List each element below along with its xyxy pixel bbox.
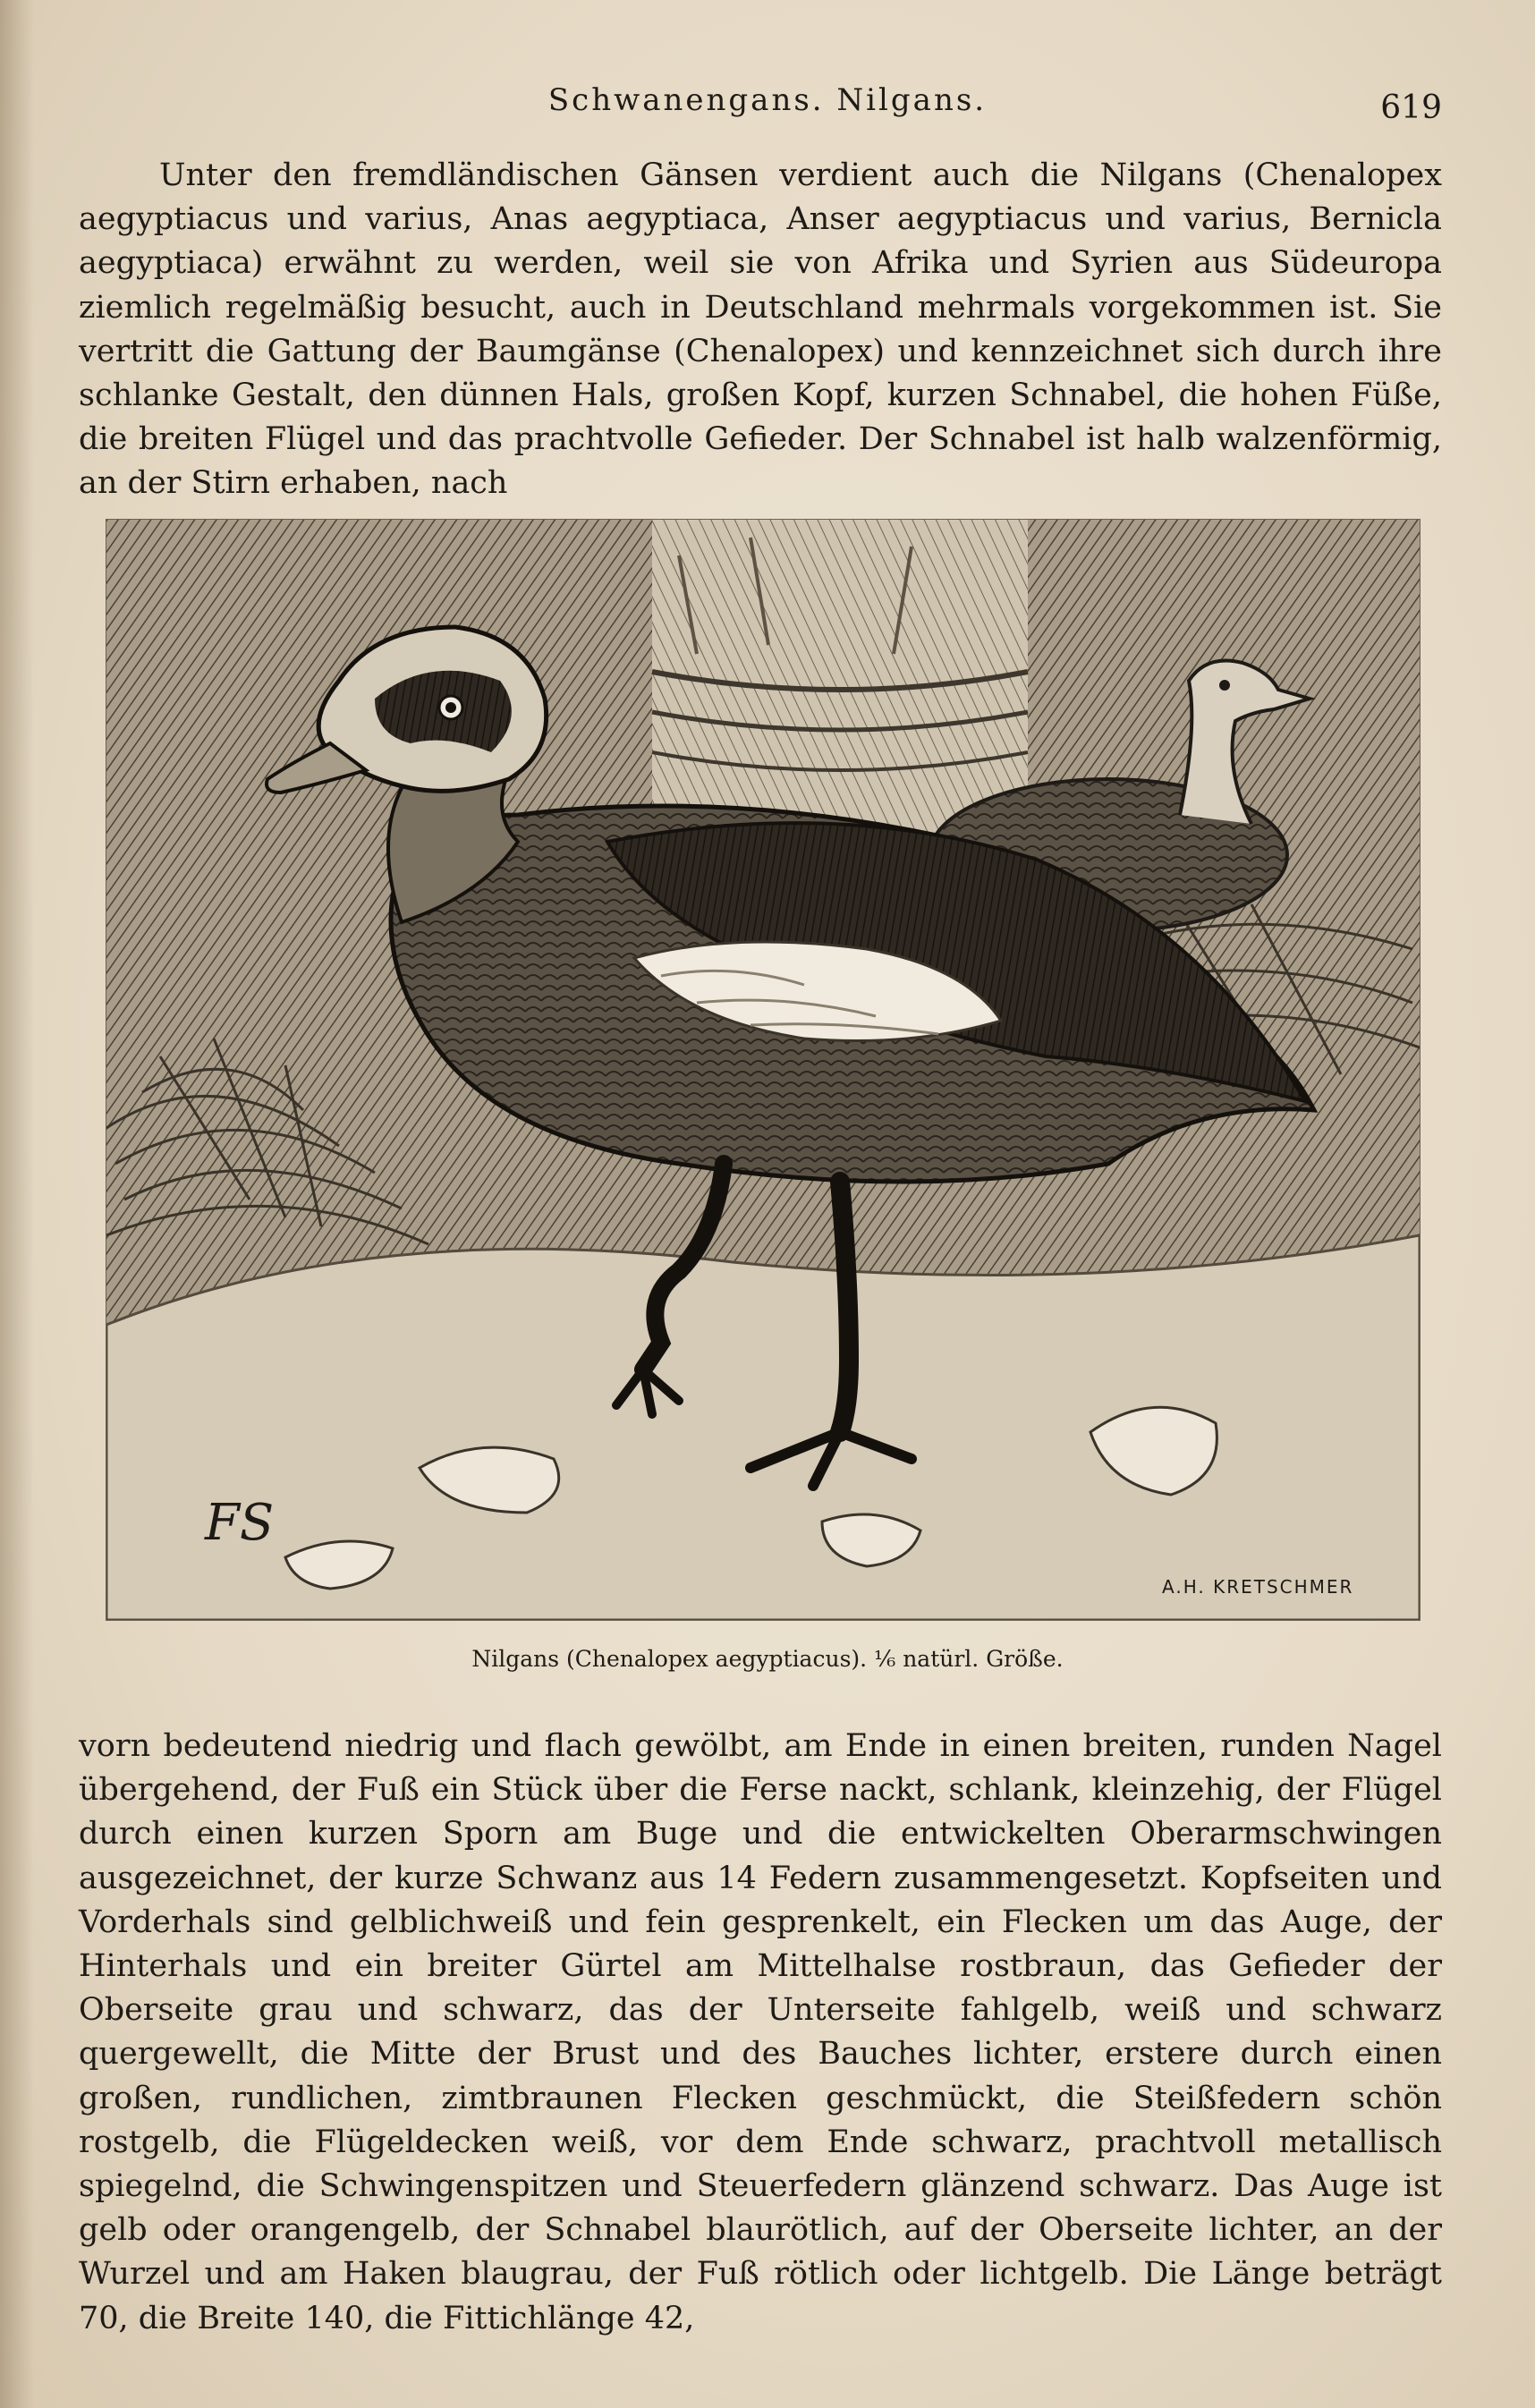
figure-caption: Nilgans (Chenalopex aegyptiacus). ¹⁄₆ natürl. Größe. <box>471 1646 1064 1672</box>
engraving-illustration <box>106 519 1421 1621</box>
gutter-shadow <box>0 0 34 2408</box>
page-number: 619 <box>1380 89 1442 126</box>
artist-monogram: FS <box>205 1494 275 1552</box>
paragraph-top: Unter den fremdländischen Gänsen verdient auch die Nilgans (Chenalopex aegyptiacus und varius, Anas aegyptiaca, Anser aegyptiacus und varius, Bernicla aegyptiaca) erwähnt zu werden, weil sie von Afrika und Syrien aus Südeuropa ziemlich regelmäßig besucht, auch in Deutschland mehrmals vorgekommen ist. Sie vertritt die Gattung der Baumgänse (Chenalopex) und kennzeichnet sich durch ihre schlanke Gestalt, den dünnen Hals, großen Kopf, kurzen Schnabel, die hohen Füße, die breiten Flügel und das prachtvolle Gefieder. Der Schnabel ist halb walzenförmig, an der Stirn erhaben, nach <box>79 157 1442 502</box>
engraver-signature: A.H. KRETSCHMER <box>1162 1576 1354 1598</box>
running-head: Schwanengans. Nilgans. <box>547 82 988 118</box>
paragraph-bottom: vorn bedeutend niedrig und flach gewölbt, am Ende in einen breiten, runden Nagel übergehend, der Fuß ein Stück über die Ferse nackt, schlank, kleinzehig, der Flügel durch einen kurzen Sporn am Buge und die entwickelten Oberarmschwingen ausgezeichnet, der kurze Schwanz aus 14 Federn zusammengesetzt. Kopfseiten und Vorderhals sind gelblichweiß und fein gesprenkelt, ein Flecken um das Auge, der Hinterhals und ein breiter Gürtel am Mittelhalse rostbraun, das Gefieder der Oberseite grau und schwarz, das der Unterseite fahlgelb, weiß und schwarz quergewellt, die Mitte der Brust und des Bauches lichter, erstere durch einen großen, rundlichen, zimtbraunen Flecken geschmückt, die Steißfedern schön rostgelb, die Flügeldecken weiß, vor dem Ende schwarz, prachtvoll metallisch spiegelnd, die Schwingenspitzen und Steuerfedern glänzend schwarz. Das Auge ist gelb oder orangengelb, der Schnabel blaurötlich, auf der Oberseite lichter, an der Wurzel und am Haken blaugrau, der Fuß rötlich oder lichtgelb. Die Länge beträgt 70, die Breite 140, die Fittichlänge 42, <box>79 1728 1442 2336</box>
egyptian-goose-engraving <box>106 520 1420 1620</box>
